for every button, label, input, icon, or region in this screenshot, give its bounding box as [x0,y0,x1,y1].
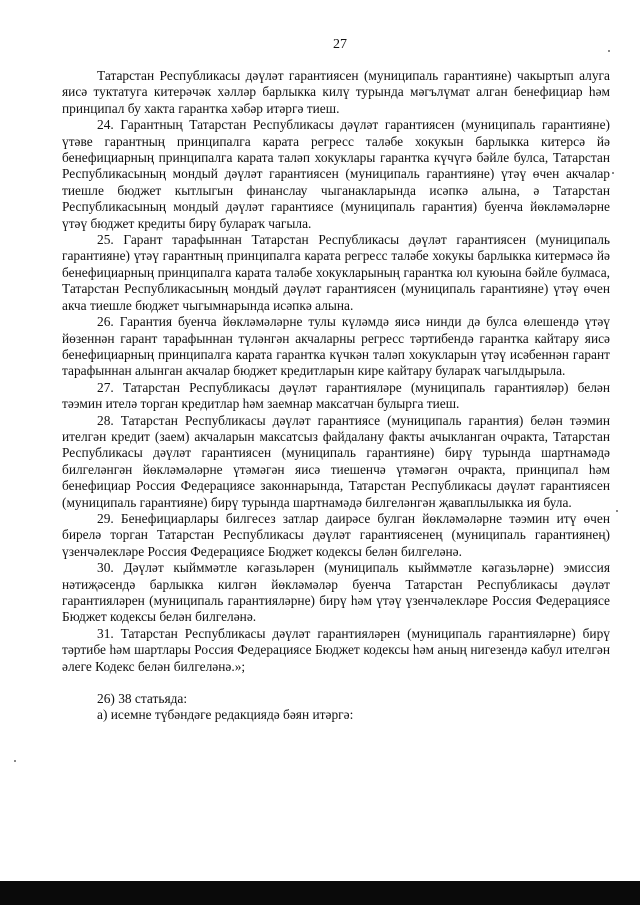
paragraph: 24. Гарантның Татарстан Республикасы дәүләт гарантиясен (муниципаль гарантияне) үтәве гарантның принципалга карата регресс таләбе хокукын барлыкка китерсә йә бенефициарның принципалга карата таләп хокуклары гарантка күчүгә бәйле булса, Татарстан Республикасының мондый дәүләт гарантиясен (муниципаль гарантияне) үтәү өчен акчалар тиешле бюджет кытлыгын финанслау чыганакларында исәпкә алына, ә Татарстан Республикасының мондый дәүләт гарантиясе (муниципаль гарантия) буенча йөкләмәләрне үтәү бюджет кредиты бирү булараҡ чагыла. [62,117,610,231]
paragraph: 30. Дәүләт кыйммәтле кәгазьләрен (муниципаль кыйммәтле кәгазьләрне) эмиссия нәтиҗәсендә барлыкка килгән йөкләмәләр буенча Татарстан Республикасы дәүләт гарантияләрен (муниципаль гарантияләрне) бирү һәм үтәү үзенчәлекләре Россия Федерациясе Бюджет кодексы белән билгеләнә. [62,560,610,625]
scan-artifact [608,50,610,52]
paragraph: 26) 38 статьяда: [97,691,188,707]
scan-artifact [616,510,618,512]
paragraph: 26. Гарантия буенча йөкләмәләрне тулы күләмдә яисә нинди дә булса өлешендә үтәү йөзеннән гарант тарафыннан түләнгән акчаларны регресс тәртибендә гарантка кайтару яисә бенефициарның принципалга карата гарантка күчкән таләп хокукларын үтәү исәбеннән гарант тарафыннан алынган акчалар бюджет кредитларын кире кайтару булараҡ чагылдырыла. [62,314,610,379]
paragraph: 28. Татарстан Республикасы дәүләт гарантиясе (муниципаль гарантия) белән тәэмин ителгән кредит (заем) акчаларын максатсыз файдалану факты ачыкланган очракта, Татарстан Республикасы дәүләт гарантиясен (муниципаль гарантияне) бирү турында шартнамәдә билгеләнгән йөкләмәләрне үтәмәгән яисә тиешенчә үтәмәгән очракта, принципал һәм бенефициар Россия Федерациясе законнарында, Татарстан Республикасы дәүләт гарантиясен (муниципаль гарантияне) бирү турында шартнамәдә билгеләнгән җаваплылыкка ия була. [62,412,610,510]
paragraph: Татарстан Республикасы дәүләт гарантиясен (муниципаль гарантияне) чакыртып алуга яисә туктатуга китерәчәк хәлләр барлыкка килү турында мәгълүмат алган бенефициар һәм принципал бу хакта гарантка хәбәр итәргә тиеш. [62,68,610,116]
paragraph-spacer [62,675,610,691]
scan-artifact [14,760,16,762]
paragraph: 25. Гарант тарафыннан Татарстан Республикасы дәүләт гарантиясен (муниципаль гарантияне) үтәү гарантның принципалга карата регресс таләбе хокукы барлыкка китермәсә йә бенефициарның принципалга карата таләбе хокукларының гарантка юл куюына бәйле булмаса, Татарстан Республикасының мондый дәүләт гарантиясен (муниципаль гарантияне) үтәү өчен акча тиешле бюджет чыгымнарында исәпкә алына. [62,232,610,313]
paragraph: 27. Татарстан Республикасы дәүләт гарантияләре (муниципаль гарантияләр) белән тәэмин ителә торган кредитлар һәм заемнар максатчан булырга тиеш. [62,379,610,412]
paragraph: а) исемне түбәндәге редакциядә бәян итәргә: [97,707,354,723]
scan-artifact [612,172,614,174]
page-number: 27 [333,37,347,52]
scan-bottom-edge [0,881,640,905]
document-body [62,68,610,724]
paragraph: 31. Татарстан Республикасы дәүләт гарантияләрен (муниципаль гарантияләрне) бирү тәртибе һәм шартлары Россия Федерациясе Бюджет кодексы һәм аның нигезендә кабул ителгән әлеге Кодекс белән билгеләнә.»; [62,625,610,674]
paragraph: 29. Бенефициарлары билгесез затлар даирәсе булган йөкләмәләрне тәэмин итү өчен бирелә торган Татарстан Республикасы дәүләт гарантиясенең (муниципаль гарантиянең) үзенчәлекләре Россия Федерациясе Бюджет кодексы белән билгеләнә. [62,510,610,559]
